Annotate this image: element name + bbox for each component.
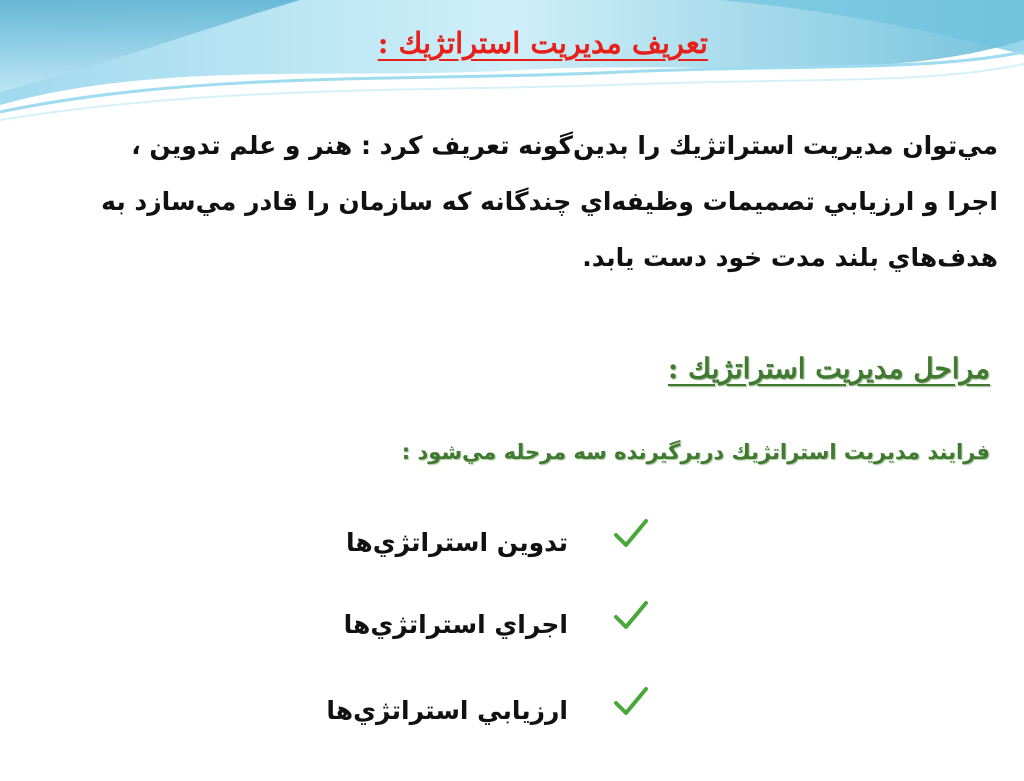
definition-line: هدف‌هاي بلند مدت خود دست يابد.	[582, 243, 998, 272]
stage-label: تدوين استراتژي‌ها	[345, 528, 568, 557]
check-icon	[614, 518, 648, 548]
slide-title: تعريف مديريت استراتژيك :	[377, 26, 708, 60]
stages-intro: فرايند مديريت استراتژيك دربرگيرنده سه مرحله مي‌شود :	[401, 440, 990, 464]
stage-label: ارزيابي استراتژي‌ها	[326, 696, 568, 725]
definition-line: مي‌توان مديريت استراتژيك را بدين‌گونه تعريف كرد : هنر و علم تدوين ،	[131, 131, 998, 160]
definition-line: اجرا و ارزيابي تصميمات وظيفه‌اي چندگانه كه سازمان را قادر مي‌سازد به	[101, 187, 998, 216]
stage-label: اجراي استراتژي‌ها	[343, 610, 568, 639]
stages-heading: مراحل مديريت استراتژيك :	[667, 352, 990, 385]
check-icon	[614, 686, 648, 716]
check-icon	[614, 600, 648, 630]
